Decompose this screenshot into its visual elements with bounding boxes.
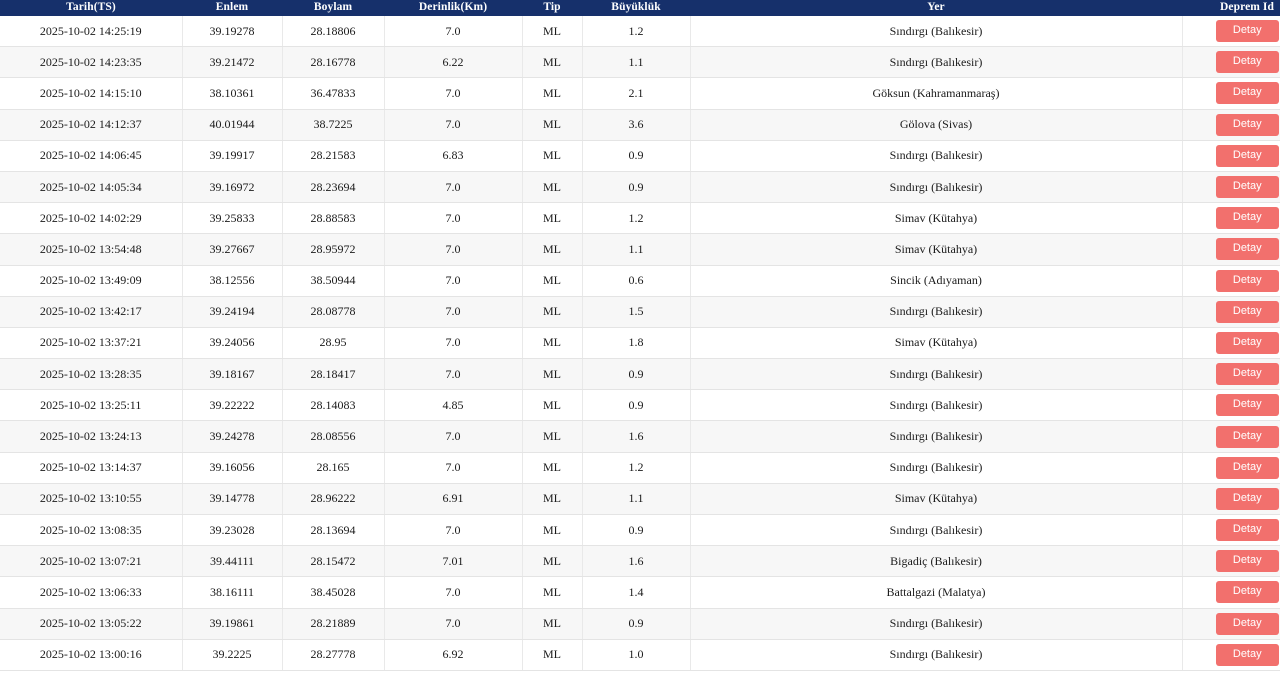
cell-type: ML: [522, 515, 582, 546]
cell-detail: [1182, 78, 1280, 109]
cell-magnitude: 1.1: [582, 47, 690, 78]
cell-place: Bigadiç (Balıkesir): [690, 546, 1182, 577]
cell-date: 2025-10-02 13:42:17: [0, 296, 182, 327]
table-row: [0, 16, 1280, 47]
cell-date: 2025-10-02 13:49:09: [0, 265, 182, 296]
cell-date: 2025-10-02 14:02:29: [0, 203, 182, 234]
cell-detail: [1182, 390, 1280, 421]
table-row: [0, 577, 1280, 608]
cell-detail: [1182, 171, 1280, 202]
cell-depth: 7.0: [384, 109, 522, 140]
table-row: [0, 140, 1280, 171]
cell-magnitude: 0.9: [582, 140, 690, 171]
cell-date: 2025-10-02 13:28:35: [0, 359, 182, 390]
cell-depth: 6.92: [384, 639, 522, 670]
cell-type: ML: [522, 452, 582, 483]
cell-type: ML: [522, 327, 582, 358]
cell-depth: 7.01: [384, 546, 522, 577]
cell-type: ML: [522, 608, 582, 639]
cell-type: ML: [522, 234, 582, 265]
cell-longitude: 28.27778: [282, 639, 384, 670]
cell-place: Simav (Kütahya): [690, 203, 1182, 234]
cell-place: Sındırgı (Balıkesir): [690, 140, 1182, 171]
cell-date: 2025-10-02 13:07:21: [0, 546, 182, 577]
cell-longitude: 38.50944: [282, 265, 384, 296]
column-header-place: Yer: [690, 0, 1182, 16]
cell-place: Gölova (Sivas): [690, 109, 1182, 140]
cell-magnitude: 1.2: [582, 452, 690, 483]
table-body: [0, 16, 1280, 670]
cell-place: Sındırgı (Balıkesir): [690, 515, 1182, 546]
detail-button[interactable]: Detay: [1216, 20, 1279, 42]
cell-type: ML: [522, 140, 582, 171]
cell-type: ML: [522, 203, 582, 234]
column-header-type: Tip: [522, 0, 582, 16]
detail-button[interactable]: Detay: [1216, 644, 1279, 666]
cell-detail: [1182, 359, 1280, 390]
cell-place: Simav (Kütahya): [690, 234, 1182, 265]
table-row: [0, 234, 1280, 265]
table-row: [0, 296, 1280, 327]
cell-latitude: 39.19861: [182, 608, 282, 639]
table-row: [0, 421, 1280, 452]
cell-latitude: 38.12556: [182, 265, 282, 296]
cell-detail: [1182, 265, 1280, 296]
table-row: [0, 265, 1280, 296]
table-row: [0, 639, 1280, 670]
detail-button[interactable]: Detay: [1216, 176, 1279, 198]
cell-place: Sındırgı (Balıkesir): [690, 47, 1182, 78]
cell-latitude: 39.24056: [182, 327, 282, 358]
cell-place: Sındırgı (Balıkesir): [690, 359, 1182, 390]
cell-detail: [1182, 16, 1280, 47]
cell-latitude: 40.01944: [182, 109, 282, 140]
cell-longitude: 38.7225: [282, 109, 384, 140]
column-header-depth: Derinlik(Km): [384, 0, 522, 16]
detail-button[interactable]: Detay: [1216, 270, 1279, 292]
cell-type: ML: [522, 359, 582, 390]
cell-magnitude: 1.6: [582, 421, 690, 452]
cell-longitude: 38.45028: [282, 577, 384, 608]
cell-magnitude: 1.2: [582, 203, 690, 234]
cell-place: Simav (Kütahya): [690, 483, 1182, 514]
cell-latitude: 39.21472: [182, 47, 282, 78]
cell-detail: [1182, 546, 1280, 577]
cell-date: 2025-10-02 13:54:48: [0, 234, 182, 265]
cell-latitude: 38.10361: [182, 78, 282, 109]
cell-latitude: 39.44111: [182, 546, 282, 577]
cell-date: 2025-10-02 14:15:10: [0, 78, 182, 109]
cell-depth: 7.0: [384, 515, 522, 546]
cell-longitude: 28.15472: [282, 546, 384, 577]
table-header-row: [0, 0, 1280, 16]
cell-date: 2025-10-02 14:12:37: [0, 109, 182, 140]
cell-magnitude: 0.9: [582, 390, 690, 421]
cell-magnitude: 1.1: [582, 483, 690, 514]
detail-button[interactable]: Detay: [1216, 332, 1279, 354]
cell-magnitude: 0.9: [582, 515, 690, 546]
table-row: [0, 109, 1280, 140]
table-row: [0, 608, 1280, 639]
detail-button[interactable]: Detay: [1216, 488, 1279, 510]
cell-depth: 7.0: [384, 359, 522, 390]
table-row: [0, 483, 1280, 514]
cell-type: ML: [522, 265, 582, 296]
cell-place: Sındırgı (Balıkesir): [690, 390, 1182, 421]
table-row: [0, 546, 1280, 577]
cell-place: Sındırgı (Balıkesir): [690, 16, 1182, 47]
cell-type: ML: [522, 109, 582, 140]
cell-magnitude: 2.1: [582, 78, 690, 109]
cell-magnitude: 1.0: [582, 639, 690, 670]
cell-latitude: 38.16111: [182, 577, 282, 608]
cell-detail: [1182, 203, 1280, 234]
cell-latitude: 39.25833: [182, 203, 282, 234]
cell-depth: 6.83: [384, 140, 522, 171]
detail-button[interactable]: Detay: [1216, 457, 1279, 479]
column-header-longitude: Boylam: [282, 0, 384, 16]
table-row: [0, 327, 1280, 358]
cell-longitude: 28.23694: [282, 171, 384, 202]
cell-depth: 7.0: [384, 327, 522, 358]
cell-depth: 7.0: [384, 171, 522, 202]
cell-detail: [1182, 483, 1280, 514]
cell-longitude: 28.16778: [282, 47, 384, 78]
cell-longitude: 28.88583: [282, 203, 384, 234]
cell-date: 2025-10-02 13:05:22: [0, 608, 182, 639]
cell-place: Sındırgı (Balıkesir): [690, 421, 1182, 452]
detail-button[interactable]: Detay: [1216, 363, 1279, 385]
cell-type: ML: [522, 78, 582, 109]
table-row: [0, 359, 1280, 390]
detail-button[interactable]: Detay: [1216, 114, 1279, 136]
detail-button[interactable]: Detay: [1216, 145, 1279, 167]
cell-longitude: 28.08778: [282, 296, 384, 327]
cell-latitude: 39.2225: [182, 639, 282, 670]
cell-date: 2025-10-02 13:25:11: [0, 390, 182, 421]
detail-button[interactable]: Detay: [1216, 82, 1279, 104]
cell-latitude: 39.24278: [182, 421, 282, 452]
cell-depth: 7.0: [384, 577, 522, 608]
table-header: [0, 0, 1280, 16]
cell-detail: [1182, 515, 1280, 546]
cell-longitude: 28.21889: [282, 608, 384, 639]
cell-detail: [1182, 296, 1280, 327]
detail-button[interactable]: Detay: [1216, 394, 1279, 416]
cell-latitude: 39.16056: [182, 452, 282, 483]
cell-date: 2025-10-02 13:37:21: [0, 327, 182, 358]
detail-button[interactable]: Detay: [1216, 550, 1279, 572]
cell-magnitude: 0.6: [582, 265, 690, 296]
cell-place: Sındırgı (Balıkesir): [690, 608, 1182, 639]
column-header-date: Tarih(TS): [0, 0, 182, 16]
detail-button[interactable]: Detay: [1216, 519, 1279, 541]
table-row: [0, 390, 1280, 421]
cell-longitude: 28.18806: [282, 16, 384, 47]
table-row: [0, 203, 1280, 234]
cell-detail: [1182, 577, 1280, 608]
cell-longitude: 28.08556: [282, 421, 384, 452]
cell-latitude: 39.24194: [182, 296, 282, 327]
cell-type: ML: [522, 296, 582, 327]
cell-date: 2025-10-02 13:10:55: [0, 483, 182, 514]
cell-magnitude: 0.9: [582, 359, 690, 390]
cell-detail: [1182, 234, 1280, 265]
cell-type: ML: [522, 639, 582, 670]
cell-date: 2025-10-02 14:25:19: [0, 16, 182, 47]
cell-depth: 7.0: [384, 203, 522, 234]
cell-detail: [1182, 327, 1280, 358]
table-row: [0, 47, 1280, 78]
cell-date: 2025-10-02 14:06:45: [0, 140, 182, 171]
cell-magnitude: 1.1: [582, 234, 690, 265]
cell-type: ML: [522, 171, 582, 202]
cell-place: Sincik (Adıyaman): [690, 265, 1182, 296]
cell-place: Göksun (Kahramanmaraş): [690, 78, 1182, 109]
cell-depth: 7.0: [384, 452, 522, 483]
detail-button[interactable]: Detay: [1216, 581, 1279, 603]
cell-longitude: 28.21583: [282, 140, 384, 171]
table-row: [0, 171, 1280, 202]
cell-detail: [1182, 47, 1280, 78]
cell-depth: 6.22: [384, 47, 522, 78]
cell-magnitude: 1.6: [582, 546, 690, 577]
detail-button[interactable]: Detay: [1216, 207, 1279, 229]
cell-detail: [1182, 452, 1280, 483]
column-header-latitude: Enlem: [182, 0, 282, 16]
cell-magnitude: 1.4: [582, 577, 690, 608]
cell-type: ML: [522, 16, 582, 47]
cell-date: 2025-10-02 14:23:35: [0, 47, 182, 78]
cell-magnitude: 1.2: [582, 16, 690, 47]
cell-detail: [1182, 639, 1280, 670]
cell-longitude: 28.14083: [282, 390, 384, 421]
cell-longitude: 28.165: [282, 452, 384, 483]
cell-depth: 7.0: [384, 78, 522, 109]
cell-depth: 6.91: [384, 483, 522, 514]
cell-latitude: 39.19278: [182, 16, 282, 47]
cell-place: Battalgazi (Malatya): [690, 577, 1182, 608]
cell-place: Sındırgı (Balıkesir): [690, 296, 1182, 327]
cell-place: Simav (Kütahya): [690, 327, 1182, 358]
detail-button[interactable]: Detay: [1216, 238, 1279, 260]
cell-longitude: 28.18417: [282, 359, 384, 390]
cell-depth: 7.0: [384, 265, 522, 296]
cell-type: ML: [522, 47, 582, 78]
cell-magnitude: 1.5: [582, 296, 690, 327]
cell-date: 2025-10-02 13:24:13: [0, 421, 182, 452]
cell-date: 2025-10-02 14:05:34: [0, 171, 182, 202]
detail-button[interactable]: Detay: [1216, 426, 1279, 448]
cell-place: Sındırgı (Balıkesir): [690, 171, 1182, 202]
cell-depth: 7.0: [384, 234, 522, 265]
cell-place: Sındırgı (Balıkesir): [690, 639, 1182, 670]
cell-longitude: 28.95972: [282, 234, 384, 265]
cell-detail: [1182, 421, 1280, 452]
cell-latitude: 39.18167: [182, 359, 282, 390]
cell-magnitude: 1.8: [582, 327, 690, 358]
cell-magnitude: 3.6: [582, 109, 690, 140]
column-header-magnitude: Büyüklük: [582, 0, 690, 16]
cell-latitude: 39.16972: [182, 171, 282, 202]
cell-magnitude: 0.9: [582, 608, 690, 639]
cell-type: ML: [522, 390, 582, 421]
cell-type: ML: [522, 577, 582, 608]
cell-date: 2025-10-02 13:14:37: [0, 452, 182, 483]
cell-detail: [1182, 140, 1280, 171]
cell-latitude: 39.23028: [182, 515, 282, 546]
cell-depth: 7.0: [384, 16, 522, 47]
detail-button[interactable]: Detay: [1216, 51, 1279, 73]
cell-type: ML: [522, 483, 582, 514]
cell-detail: [1182, 608, 1280, 639]
cell-longitude: 28.95: [282, 327, 384, 358]
cell-type: ML: [522, 421, 582, 452]
cell-depth: 7.0: [384, 296, 522, 327]
cell-magnitude: 0.9: [582, 171, 690, 202]
cell-depth: 4.85: [384, 390, 522, 421]
cell-latitude: 39.27667: [182, 234, 282, 265]
cell-depth: 7.0: [384, 421, 522, 452]
cell-depth: 7.0: [384, 608, 522, 639]
cell-date: 2025-10-02 13:06:33: [0, 577, 182, 608]
cell-latitude: 39.19917: [182, 140, 282, 171]
detail-button[interactable]: Detay: [1216, 301, 1279, 323]
cell-date: 2025-10-02 13:00:16: [0, 639, 182, 670]
table-row: [0, 515, 1280, 546]
cell-latitude: 39.14778: [182, 483, 282, 514]
table-row: [0, 452, 1280, 483]
cell-longitude: 28.13694: [282, 515, 384, 546]
table-row: [0, 78, 1280, 109]
detail-button[interactable]: Detay: [1216, 613, 1279, 635]
cell-detail: [1182, 109, 1280, 140]
column-header-id: Deprem Id: [1182, 0, 1280, 16]
cell-longitude: 36.47833: [282, 78, 384, 109]
cell-latitude: 39.22222: [182, 390, 282, 421]
cell-date: 2025-10-02 13:08:35: [0, 515, 182, 546]
cell-longitude: 28.96222: [282, 483, 384, 514]
cell-place: Sındırgı (Balıkesir): [690, 452, 1182, 483]
cell-type: ML: [522, 546, 582, 577]
